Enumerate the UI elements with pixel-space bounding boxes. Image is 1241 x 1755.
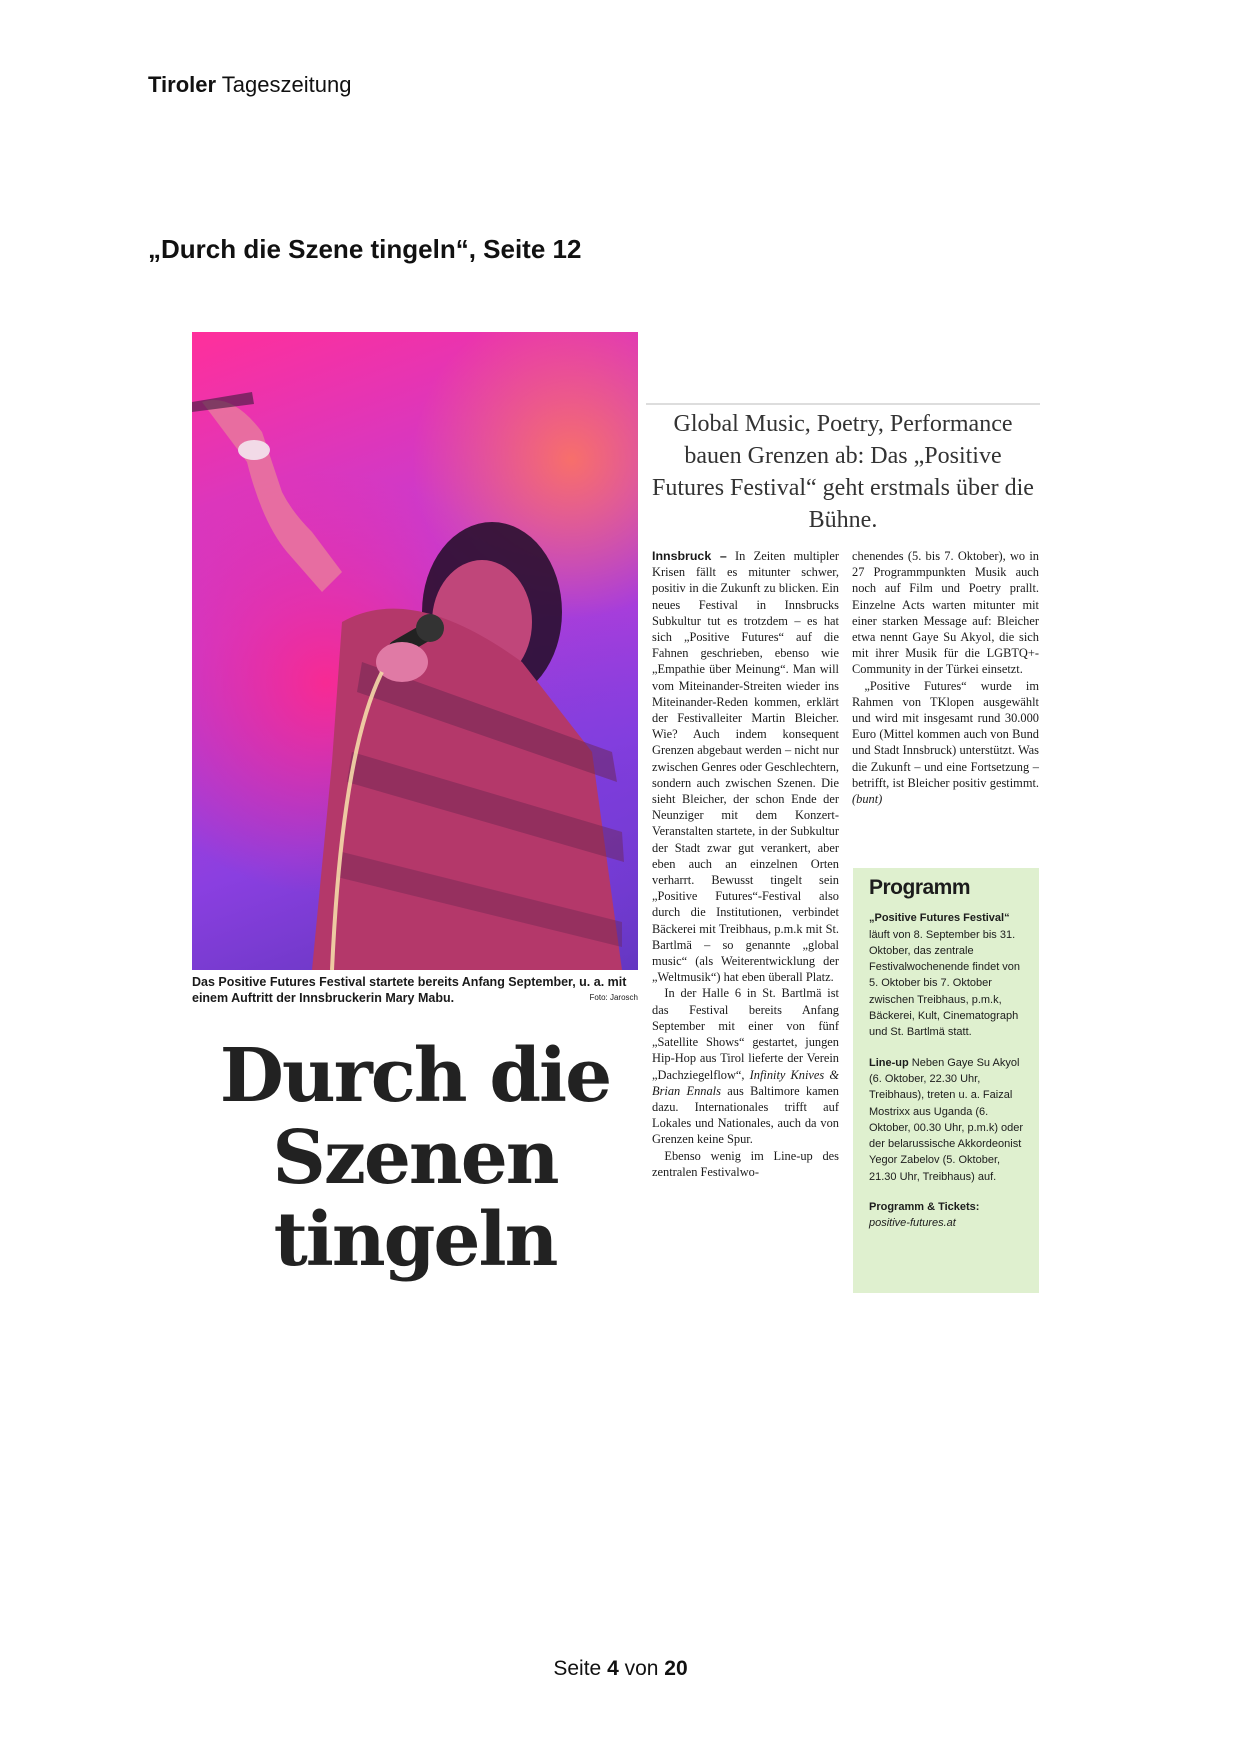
article-col2-p2: „Positive Futures“ wurde im Rahmen von TKlopen ausgewählt und wird mit insgesamt rund 30.000 Euro (Mittel kommen auch von Bund und Stadt Innsbruck) unterstützt. Was die Zukunft – und eine Fortsetzung – betrifft, ist Bleicher positiv gestimmt. (852, 678, 1039, 790)
article-headline: Durch die Szenen tingeln (219, 1033, 611, 1283)
article-column-1 (652, 548, 839, 1180)
article-col1-p2a: In der Halle 6 in St. Bartlmä ist das Festival bereits Anfang September mit einer von fünf „Satellite Shows“ gestartet, jungen Hip-Hop aus Tirol lieferte der Verein „Dachziegelflow“, (652, 986, 839, 1082)
program-festival-text: läuft von 8. September bis 31. Oktober, das zentrale Festivalwochenende findet von 5. Oktober bis 7. Oktober zwischen Treibhaus, p.m.k, Bäckerei, Kult, Cinematograph und St. Bartlmä statt. (869, 928, 1021, 1039)
program-tickets-link[interactable]: positive-futures.at (869, 1217, 956, 1230)
footer-prefix: Seite (553, 1657, 602, 1680)
program-tickets (869, 1199, 1027, 1232)
program-lineup-label: Line-up (869, 1056, 909, 1069)
page-footer (0, 1657, 1241, 1681)
program-festival-name: „Positive Futures Festival“ (869, 912, 1010, 925)
photo-credit: Foto: Jarosch (589, 993, 638, 1002)
article-signature: (bunt) (852, 792, 883, 807)
document-title: „Durch die Szene tingeln“, Seite 12 (148, 234, 582, 264)
program-tickets-label: Programm & Tickets: (869, 1201, 980, 1214)
photo-caption-text: Das Positive Futures Festival startete bereits Anfang September, u. a. mit einem Auftritt der Innsbruckerin Mary Mabu. (192, 975, 627, 1005)
footer-page-total: 20 (664, 1657, 688, 1680)
article-column-2 (852, 548, 1039, 807)
article-photo (192, 332, 638, 970)
newspaper-name-bold: Tiroler (148, 72, 217, 97)
article-col1-p2-italic: Infinity Knives & Brian Ennals (652, 1067, 839, 1098)
newspaper-clipping (190, 330, 1040, 1305)
article-col1-text: In Zeiten multipler Krisen fällt es mitunter schwer, positiv in die Zukunft zu blicken. Ein neues Festival in Innsbrucks Subkultur tut es trotzdem – es hat sich „Positive Futures“ auf die Fahnen geschrieben, ebenso wie „Empathie über Meinung“. Man will vom Miteinander-Streiten wieder ins Miteinander-Reden kommen, erklärt der Festivalleiter Martin Bleicher. Wie? Auch indem konsequent Grenzen abgebaut werden – nicht nur zwischen Genres oder Geschlechtern, sondern auch zwischen Szenen. Die sieht Bleicher, der schon Ende der Neunziger mit dem Konzert-Veranstalten startete, in der Subkultur der Stadt zwar gut verankert, aber eben auch an einzelnen Orten verharrt. Bewusst tingelt sein „Positive Futures“-Festival also durch die Institutionen, verbindet Bäckerei mit Treibhaus, p.m.k mit St. Bartlmä – so genannte „global music“ (als Weiterentwicklung der „Weltmusik“) hat eben überall Platz. (652, 549, 839, 985)
program-box (853, 868, 1039, 1293)
photo-caption (192, 974, 638, 1006)
newspaper-name-rest: Tageszeitung (221, 72, 352, 97)
footer-middle: von (624, 1657, 659, 1680)
article-subhead: Global Music, Poetry, Performance bauen Grenzen ab: Das „Positive Futures Festival“ geht erstmals über die Bühne. (652, 411, 1034, 533)
program-title: Programm (869, 876, 971, 899)
article-col1-p2b: aus Baltimore kamen dazu. Internationales trifft auf Lokales und Nationales, auch da von Grenzen keine Spur. (652, 1083, 839, 1147)
article-col1-p3: Ebenso wenig im Line-up des zentralen Festivalwo- (652, 1148, 839, 1179)
program-lineup (869, 1055, 1027, 1185)
program-festival (869, 910, 1027, 1040)
article-col2-text: chenendes (5. bis 7. Oktober), wo in 27 Programmpunkten Musik auch noch auf Film und Poetry prallt. Einzelne Acts warten mitunter mit einer starken Message auf: Bleicher etwa nennt Gaye Su Akyol, die sich mit ihrer Musik für die LGBTQ+-Community in der Türkei einsetzt. (852, 549, 1039, 677)
divider-line (646, 403, 1040, 405)
newspaper-name (148, 72, 351, 98)
performer-illustration (192, 332, 638, 970)
program-lineup-text: Neben Gaye Su Akyol (6. Oktober, 22.30 Uhr, Treibhaus), treten u. a. Faizal Mostrixx aus Uganda (6. Oktober, 00.30 Uhr, p.m.k) oder der belarussische Akkordeonist Yegor Zabelov (5. Oktober, 21.30 Uhr, Treibhaus) auf. (869, 1056, 1024, 1183)
article-dateline: Innsbruck – (652, 549, 727, 563)
footer-page-number: 4 (607, 1657, 619, 1680)
